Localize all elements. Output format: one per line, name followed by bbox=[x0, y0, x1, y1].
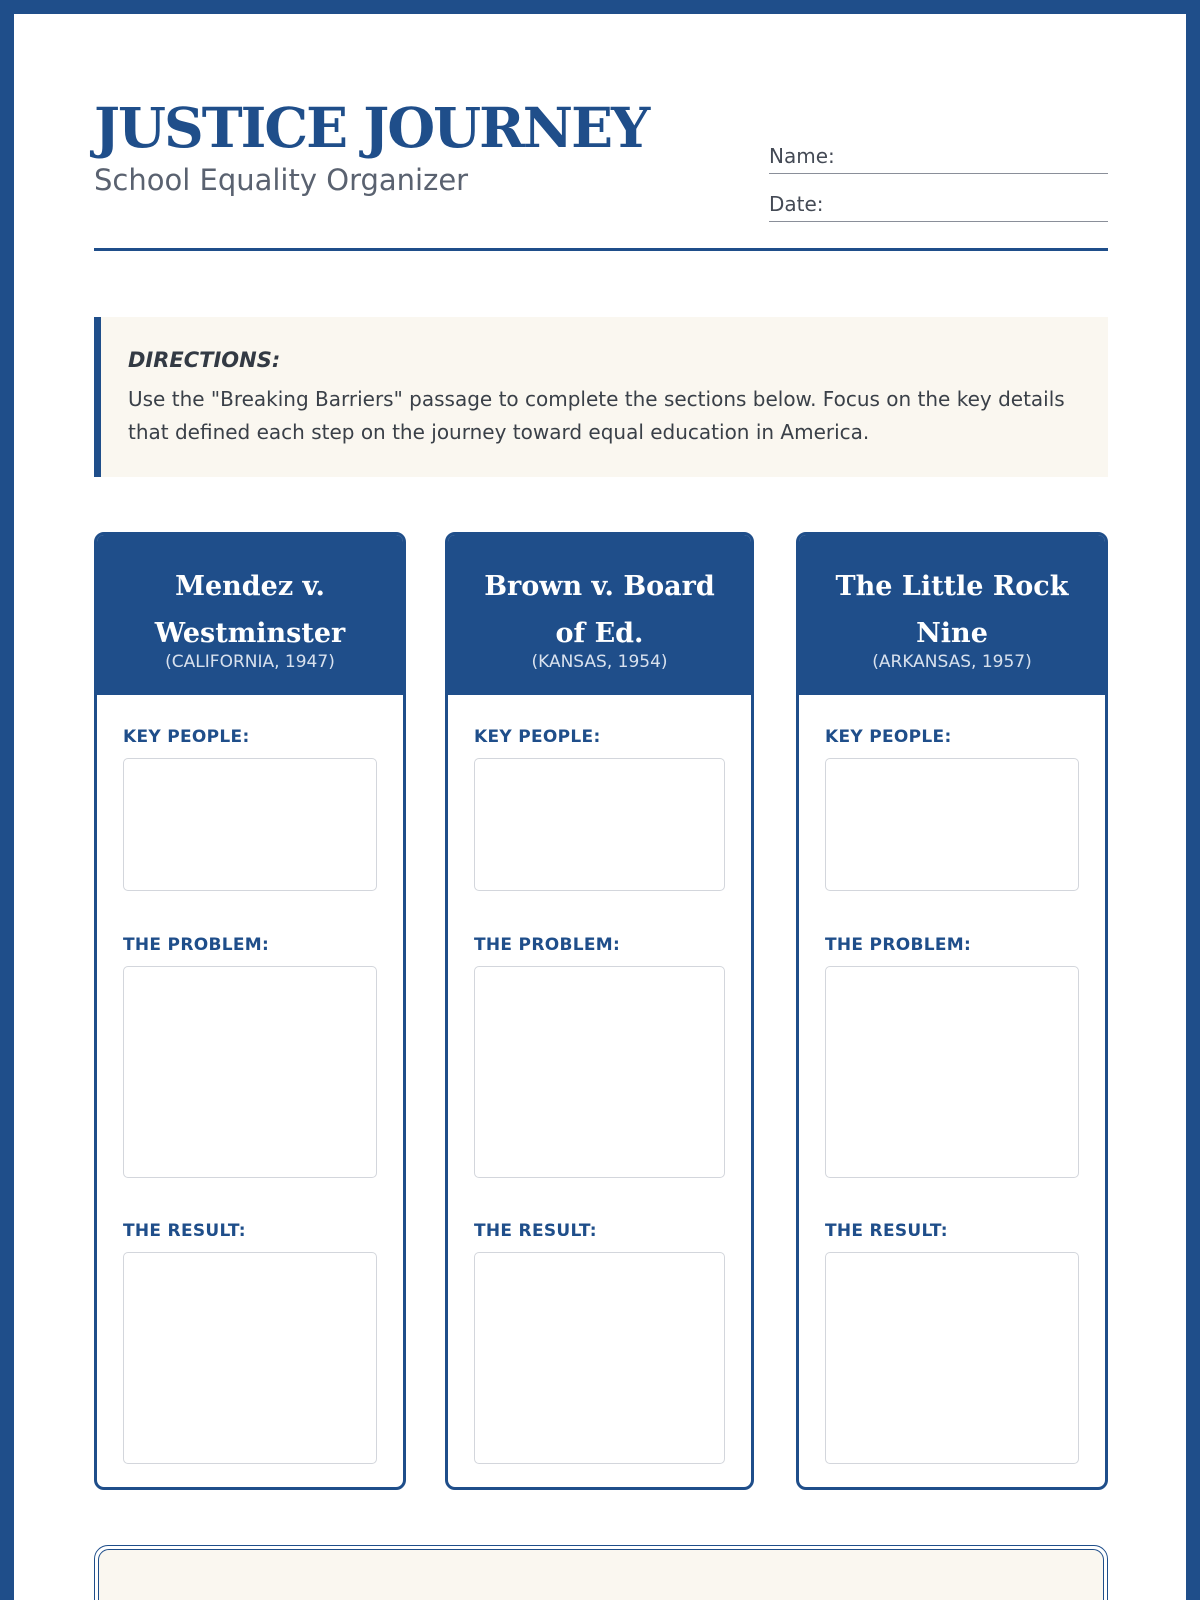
result-label: THE RESULT: bbox=[474, 1221, 597, 1241]
card-body bbox=[97, 727, 403, 1464]
result-label: THE RESULT: bbox=[123, 1221, 246, 1241]
date-field[interactable] bbox=[769, 188, 1108, 222]
key-people-label: KEY PEOPLE: bbox=[474, 727, 601, 747]
key-people-box[interactable] bbox=[825, 758, 1079, 891]
problem-box[interactable] bbox=[474, 966, 725, 1178]
header-divider bbox=[94, 248, 1108, 251]
directions-text: Use the "Breaking Barriers" passage to complete the sections below. Focus on the key details that defined each step on the journey toward equal education in America. bbox=[128, 387, 1065, 444]
card-title: Mendez v. Westminster bbox=[154, 571, 346, 649]
result-box[interactable] bbox=[474, 1252, 725, 1464]
card-header bbox=[448, 535, 751, 695]
key-people-label: KEY PEOPLE: bbox=[825, 727, 952, 747]
card-title: The Little Rock Nine bbox=[835, 571, 1069, 649]
card-body bbox=[448, 727, 751, 1464]
result-label: THE RESULT: bbox=[825, 1221, 948, 1241]
date-label: Date: bbox=[769, 192, 824, 216]
case-card-brown bbox=[445, 532, 754, 1490]
key-people-label: KEY PEOPLE: bbox=[123, 727, 250, 747]
problem-label: THE PROBLEM: bbox=[474, 935, 621, 955]
name-field[interactable] bbox=[769, 140, 1108, 174]
problem-label: THE PROBLEM: bbox=[123, 935, 270, 955]
problem-box[interactable] bbox=[825, 966, 1079, 1178]
name-label: Name: bbox=[769, 144, 835, 168]
result-box[interactable] bbox=[825, 1252, 1079, 1464]
key-people-box[interactable] bbox=[474, 758, 725, 891]
worksheet-page bbox=[14, 14, 1186, 1600]
card-body bbox=[799, 727, 1105, 1464]
card-header bbox=[799, 535, 1105, 695]
directions-panel bbox=[94, 317, 1108, 477]
key-people-box[interactable] bbox=[123, 758, 377, 891]
page-subtitle: School Equality Organizer bbox=[94, 163, 469, 197]
result-box[interactable] bbox=[123, 1252, 377, 1464]
summary-box bbox=[94, 1545, 1108, 1600]
problem-label: THE PROBLEM: bbox=[825, 935, 972, 955]
summary-box-inner[interactable] bbox=[98, 1549, 1104, 1600]
case-card-mendez bbox=[94, 532, 406, 1490]
card-subtitle: (KANSAS, 1954) bbox=[531, 652, 668, 672]
card-subtitle: (ARKANSAS, 1957) bbox=[872, 652, 1032, 672]
case-card-little-rock bbox=[796, 532, 1108, 1490]
problem-box[interactable] bbox=[123, 966, 377, 1178]
card-header bbox=[97, 535, 403, 695]
directions-label: DIRECTIONS: bbox=[128, 348, 281, 372]
card-subtitle: (CALIFORNIA, 1947) bbox=[165, 652, 335, 672]
card-title: Brown v. Board of Ed. bbox=[484, 571, 715, 649]
page-title: JUSTICE JOURNEY bbox=[94, 95, 649, 160]
